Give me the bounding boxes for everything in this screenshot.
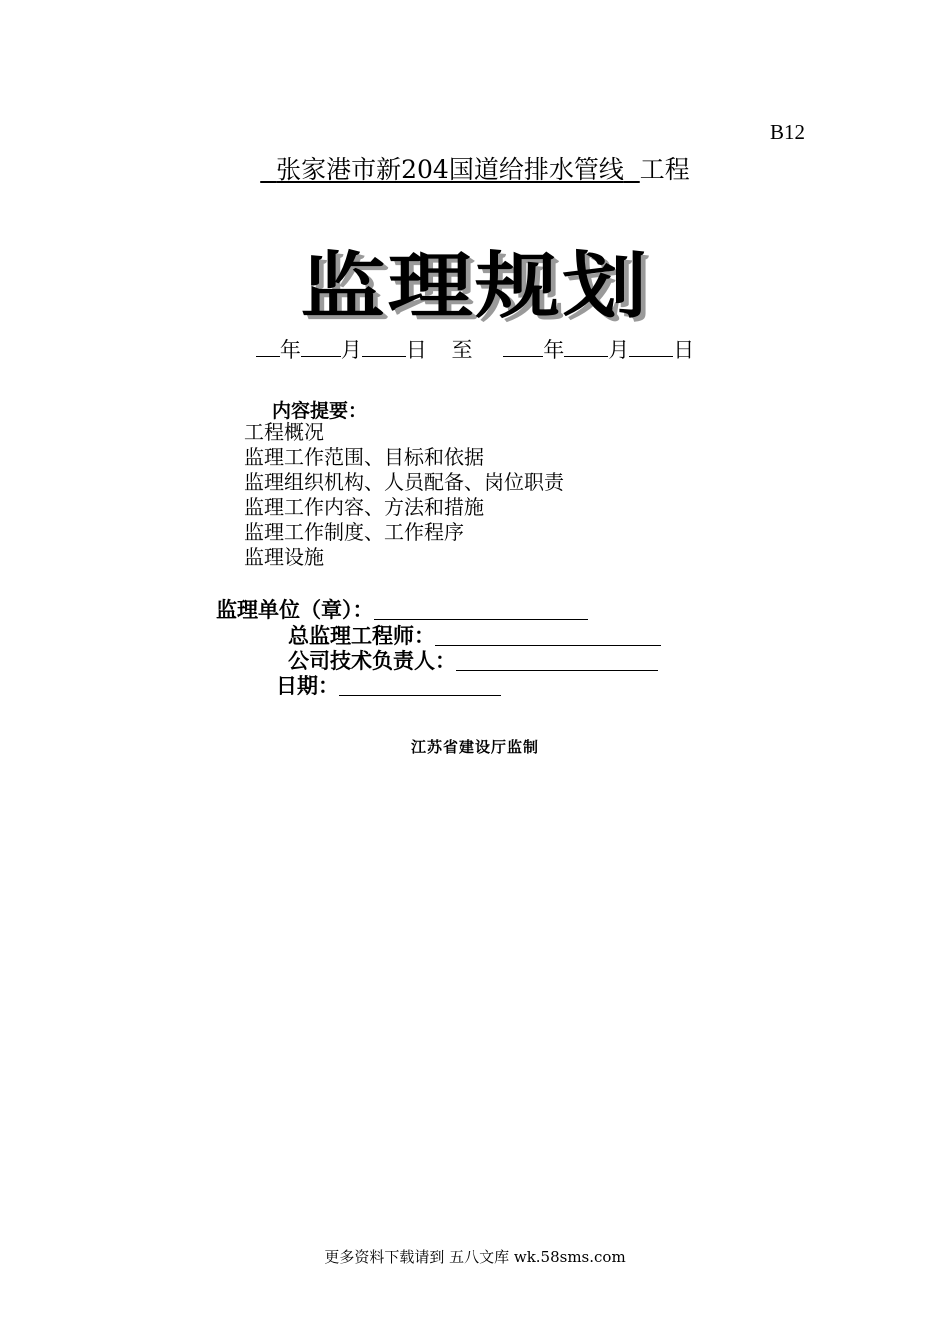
date-range [0, 334, 950, 364]
project-name: 张家港市新204国道给排水管线 [276, 155, 624, 184]
document-title: 监理规划 [300, 244, 650, 328]
issuer-note: 江苏省建设厅监制 [410, 738, 539, 756]
start-month-label: 月 [340, 338, 362, 362]
summary-item: 监理组织机构、人员配备、岗位职责 [244, 470, 564, 494]
form-code: B12 [770, 120, 806, 144]
project-suffix: 工程 [639, 155, 690, 184]
summary-item: 工程概况 [244, 420, 324, 444]
start-year-label: 年 [279, 338, 301, 362]
supervision-unit-label: 监理单位（章）： [216, 598, 374, 622]
date-row [276, 670, 501, 700]
summary-item: 监理工作内容、方法和措施 [244, 495, 484, 519]
date-field[interactable] [339, 694, 501, 696]
chief-engineer-label: 总监理工程师： [288, 624, 435, 648]
start-day-blank[interactable] [362, 336, 406, 357]
start-day-label: 日 [405, 338, 427, 362]
summary-list [244, 420, 564, 570]
end-day-label: 日 [673, 338, 695, 362]
summary-item: 监理设施 [244, 545, 324, 569]
summary-heading: 内容提要： [272, 400, 368, 422]
end-year-label: 年 [543, 338, 565, 362]
to-label: 至 [451, 338, 473, 362]
end-month-blank[interactable] [564, 336, 608, 357]
start-year-blank[interactable] [256, 336, 280, 357]
date-label: 日期： [276, 674, 339, 698]
footer-link[interactable]: 更多资料下载请到 五八文库 wk.58sms.com [324, 1248, 626, 1266]
summary-item: 监理工作范围、目标和依据 [244, 445, 484, 469]
summary-item: 监理工作制度、工作程序 [244, 520, 464, 544]
start-month-blank[interactable] [301, 336, 341, 357]
project-line [0, 150, 950, 186]
end-month-label: 月 [608, 338, 630, 362]
end-year-blank[interactable] [503, 336, 543, 357]
end-day-blank[interactable] [629, 336, 673, 357]
tech-lead-label: 公司技术负责人： [288, 649, 456, 673]
